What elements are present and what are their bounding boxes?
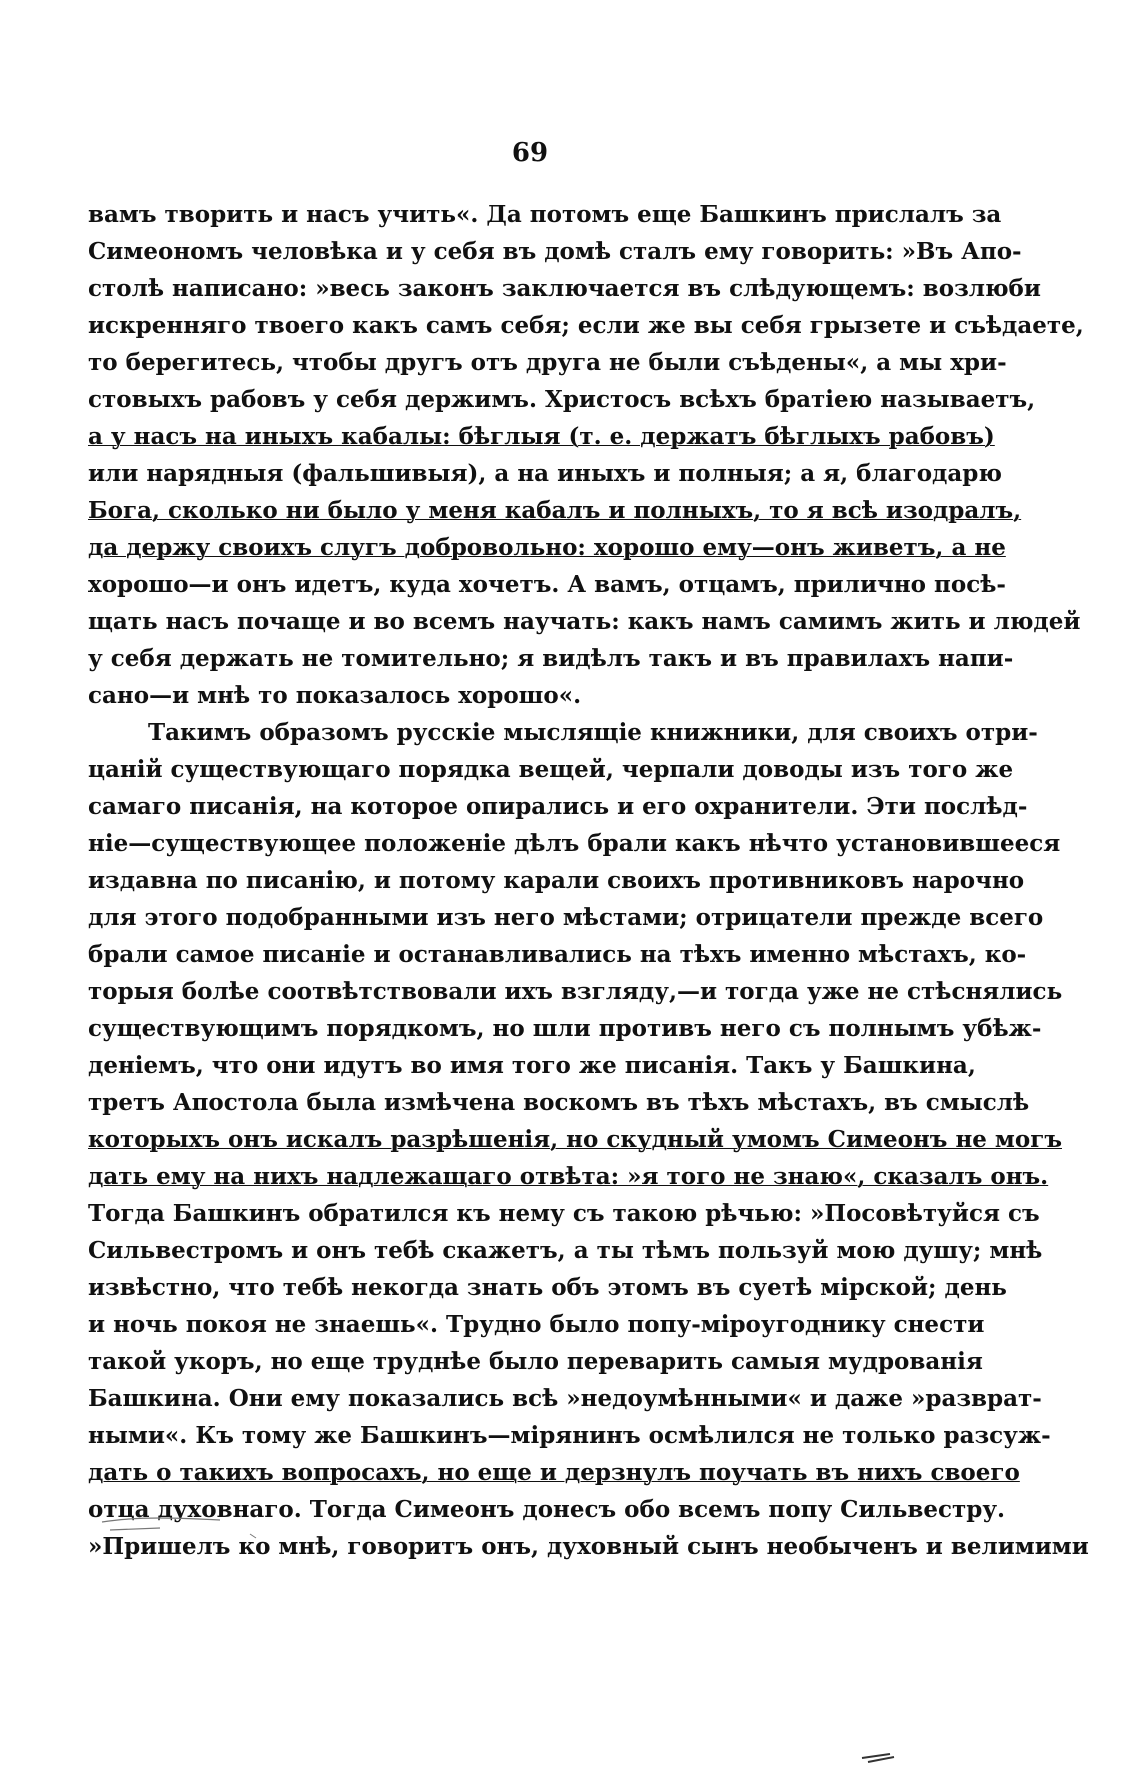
text-line: Симеономъ человѣка и у себя въ домѣ сталъ ему говорить: »Въ Апо- bbox=[88, 238, 1022, 265]
text-line: дать о такихъ вопросахъ, но еще и дерзнулъ поучать въ нихъ своего bbox=[88, 1459, 1020, 1486]
text-line: у себя держать не томительно; я видѣлъ такъ и въ правилахъ напи- bbox=[88, 645, 1014, 672]
pencil-mark bbox=[860, 1752, 900, 1764]
text-line: или нарядныя (фальшивыя), а на иныхъ и полныя; а я, благодарю bbox=[88, 460, 1002, 487]
text-line: торыя болѣе соотвѣтствовали ихъ взгляду,—и тогда уже не стѣснялись bbox=[88, 978, 1063, 1005]
text-line: ными«. Къ тому же Башкинъ—мірянинъ осмѣлился не только разсуж- bbox=[88, 1422, 1051, 1449]
text-line: хорошо—и онъ идетъ, куда хочетъ. А вамъ, отцамъ, прилично посѣ- bbox=[88, 571, 1006, 598]
paragraph-2 bbox=[88, 714, 1089, 1565]
paragraph-1 bbox=[88, 196, 1084, 714]
text-line: щать насъ почаще и во всемъ научать: какъ намъ самимъ жить и людей bbox=[88, 608, 1081, 635]
text-line: Тогда Башкинъ обратился къ нему съ такою рѣчью: »Посовѣтуйся съ bbox=[88, 1200, 1040, 1227]
text-line: столѣ написано: »весь законъ заключается въ слѣдующемъ: возлюби bbox=[88, 275, 1041, 302]
text-line: такой укоръ, но еще труднѣе было переварить самыя мудрованія bbox=[88, 1348, 983, 1375]
text-line: »Пришелъ ко мнѣ, говоритъ онъ, духовный сынъ необыченъ и велимими bbox=[88, 1533, 1089, 1560]
text-line: дать ему на нихъ надлежащаго отвѣта: »я того не знаю«, сказалъ онъ. bbox=[88, 1163, 1049, 1190]
text-line: вамъ творить и насъ учить«. Да потомъ еще Башкинъ прислалъ за bbox=[88, 201, 1002, 228]
text-line: сано—и мнѣ то показалось хорошо«. bbox=[88, 682, 582, 709]
text-line: а у насъ на иныхъ кабалы: бѣглыя (т. е. держатъ бѣглыхъ рабовъ) bbox=[88, 423, 995, 450]
text-line: издавна по писанію, и потому карали своихъ противниковъ нарочно bbox=[88, 867, 1025, 894]
text-line: Такимъ образомъ русскіе мыслящіе книжники, для своихъ отри- bbox=[148, 719, 1038, 746]
text-line: да держу своихъ слугъ добровольно: хорошо ему—онъ живетъ, а не bbox=[88, 534, 1006, 561]
text-line: то берегитесь, чтобы другъ отъ друга не были съѣдены«, а мы хри- bbox=[88, 349, 1007, 376]
text-line: и ночь покоя не знаешь«. Трудно было попу-міроугоднику снести bbox=[88, 1311, 985, 1338]
text-line: отца духовнаго. Тогда Симеонъ донесъ обо всемъ попу Сильвестру. bbox=[88, 1496, 1006, 1523]
text-line: Бога, сколько ни было у меня кабалъ и полныхъ, то я всѣ изодралъ, bbox=[88, 497, 1022, 524]
text-line: Сильвестромъ и онъ тебѣ скажетъ, а ты тѣмъ пользуй мою душу; мнѣ bbox=[88, 1237, 1043, 1264]
text-line: стовыхъ рабовъ у себя держимъ. Христосъ всѣхъ братіею называетъ, bbox=[88, 386, 1036, 413]
text-line: деніемъ, что они идутъ во имя того же писанія. Такъ у Башкина, bbox=[88, 1052, 976, 1079]
text-line: брали самое писаніе и останавливались на тѣхъ именно мѣстахъ, ко- bbox=[88, 941, 1027, 968]
text-line: которыхъ онъ искалъ разрѣшенія, но скудный умомъ Симеонъ не могъ bbox=[88, 1126, 1062, 1153]
pencil-scribble bbox=[100, 1508, 280, 1538]
page-number: 69 bbox=[511, 138, 549, 168]
text-line: извѣстно, что тебѣ некогда знать объ этомъ въ суетѣ мірской; день bbox=[88, 1274, 1007, 1301]
text-line: Башкина. Они ему показались всѣ »недоумѣнными« и даже »разврат- bbox=[88, 1385, 1042, 1412]
text-line: цаній существующаго порядка вещей, черпали доводы изъ того же bbox=[88, 756, 1014, 783]
text-line: искренняго твоего какъ самъ себя; если же вы себя грызете и съѣдаете, bbox=[88, 312, 1084, 339]
body-text bbox=[88, 196, 1089, 1565]
text-line: третъ Апостола была измѣчена воскомъ въ тѣхъ мѣстахъ, въ смыслѣ bbox=[88, 1089, 1030, 1116]
text-line: самаго писанія, на которое опирались и его охранители. Эти послѣд- bbox=[88, 793, 1028, 820]
text-line: для этого подобранными изъ него мѣстами; отрицатели прежде всего bbox=[88, 904, 1044, 931]
text-line: ніе—существующее положеніе дѣлъ брали какъ нѣчто установившееся bbox=[88, 830, 1061, 857]
text-line: существующимъ порядкомъ, но шли противъ него съ полнымъ убѣж- bbox=[88, 1015, 1042, 1042]
